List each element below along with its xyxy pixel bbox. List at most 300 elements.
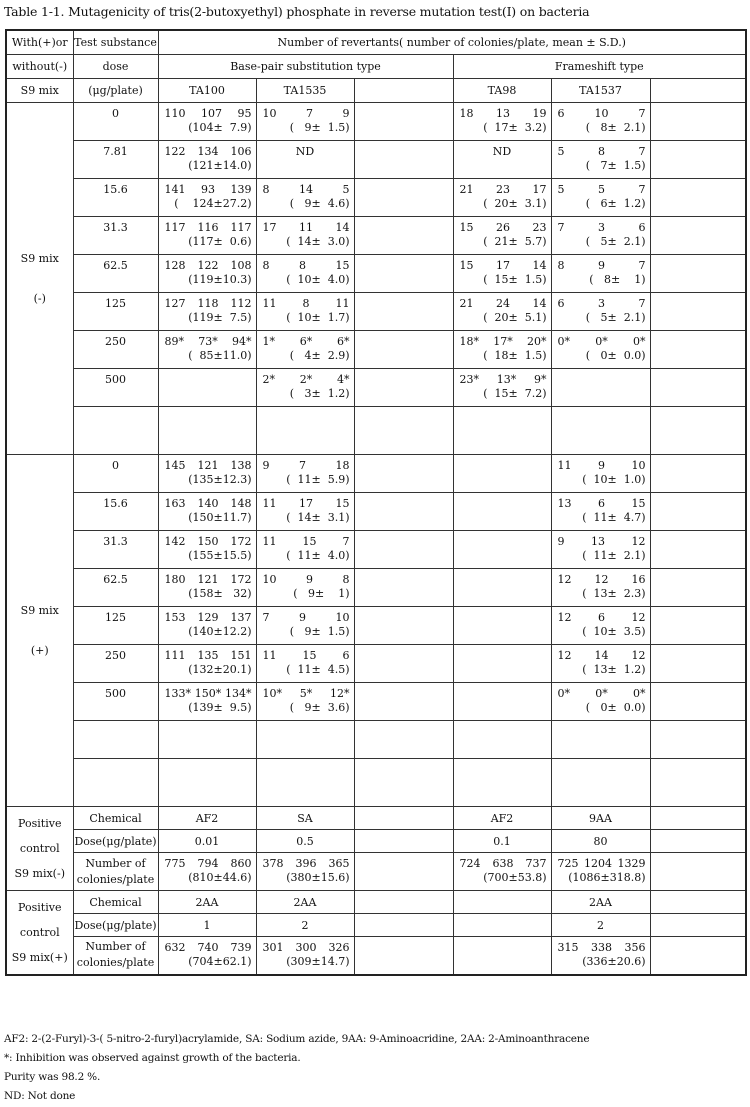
dose-row [6, 455, 746, 493]
positive-control-colonies-row [6, 937, 746, 975]
result-cell [158, 331, 256, 369]
result-cell [650, 407, 746, 455]
not-done-label: ND [492, 145, 512, 158]
plate-count-triplet [558, 183, 646, 197]
plate-count: 134 [197, 145, 219, 158]
plate-counts [454, 297, 551, 325]
mean-sd: ( 10± 3.5) [582, 625, 646, 638]
plate-count: 378 [262, 857, 284, 870]
plate-count: 94* [232, 335, 252, 348]
plate-count-triplet [558, 573, 646, 587]
result-cell [650, 455, 746, 493]
plate-count: 108 [230, 259, 252, 272]
result-cell [453, 141, 551, 179]
plate-count: 11 [262, 497, 277, 510]
plate-count-triplet [263, 857, 350, 871]
pc-label-line: S9 mix(-) [14, 867, 65, 880]
plate-count-triplet [165, 573, 252, 587]
s9-label-line: (-) [33, 291, 46, 305]
plate-count: 13* [496, 373, 517, 386]
plate-counts [552, 183, 650, 211]
result-cell [354, 455, 453, 493]
plate-count-triplet [558, 649, 646, 663]
dose-label: Dose(μg/plate) [73, 914, 158, 937]
plate-count-triplet [263, 459, 350, 473]
mean-sd: (155±15.5) [188, 549, 252, 562]
plate-counts [552, 459, 650, 487]
s9-condition-text [7, 591, 73, 671]
plate-count: 8 [302, 297, 310, 310]
plate-count: 172 [230, 573, 252, 586]
plate-count: 10 [262, 107, 277, 120]
result-cell [650, 141, 746, 179]
pc-dose-cell: 2 [551, 914, 650, 937]
plate-count-triplet [558, 335, 646, 349]
result-cell [256, 455, 354, 493]
header-dose-label: Test substance [73, 30, 158, 55]
plate-count-triplet [165, 107, 252, 121]
colonies-label-text [74, 939, 158, 971]
chemical-cell [354, 891, 453, 914]
mean-sd: ( 9± 4.6) [289, 197, 350, 210]
plate-count: 1329 [617, 857, 646, 870]
footnote-purity: Purity was 98.2 %. [4, 1071, 101, 1083]
strain-header [354, 79, 453, 103]
dose-cell: 125 [73, 293, 158, 331]
mean-sd: ( 11± 5.9) [286, 473, 350, 486]
header-revertants: Number of revertants( number of colonies/plate, mean ± S.D.) [158, 30, 746, 55]
result-cell [650, 937, 746, 975]
result-cell [256, 103, 354, 141]
dose-cell: 62.5 [73, 255, 158, 293]
plate-count: 632 [164, 941, 186, 954]
mean-sd: ( 11± 2.1) [582, 549, 646, 562]
mean-sd: (140±12.2) [188, 625, 252, 638]
mean-sd: (132±20.1) [188, 663, 252, 676]
plate-count-triplet [263, 183, 350, 197]
plate-counts [257, 687, 354, 715]
plate-count: 135 [197, 649, 219, 662]
plate-count-triplet [165, 259, 252, 273]
plate-count: 7 [638, 183, 646, 196]
mean-sd: (135±12.3) [188, 473, 252, 486]
plate-count: 15 [459, 221, 474, 234]
result-cell [256, 141, 354, 179]
dose-cell: 62.5 [73, 569, 158, 607]
mean-sd: ( 3± 1.2) [289, 387, 350, 400]
plate-count: 10 [335, 611, 350, 624]
plate-count: 739 [230, 941, 252, 954]
result-cell [453, 607, 551, 645]
s9-label-line: (+) [30, 643, 49, 657]
plate-count-triplet [165, 649, 252, 663]
plate-count: 89* [164, 335, 184, 348]
chemical-cell [650, 891, 746, 914]
plate-count: 145 [164, 459, 186, 472]
mean-sd: ( 15± 7.2) [483, 387, 547, 400]
plate-count: 140 [197, 497, 219, 510]
plate-count: 7 [638, 259, 646, 272]
plate-count-triplet [165, 145, 252, 159]
colonies-label-line: Number of [85, 940, 146, 954]
plate-count: 21 [459, 183, 474, 196]
result-cell [256, 853, 354, 891]
result-cell [453, 759, 551, 807]
result-cell [650, 331, 746, 369]
plate-count: 1* [262, 335, 275, 348]
result-cell [551, 103, 650, 141]
plate-count: 0* [557, 335, 570, 348]
mean-sd: ( 7± 1.5) [585, 159, 646, 172]
mean-sd: ( 14± 3.0) [286, 235, 350, 248]
plate-count-triplet [558, 857, 646, 871]
dose-cell: 15.6 [73, 179, 158, 217]
plate-count-triplet [263, 573, 350, 587]
plate-counts [159, 941, 256, 969]
plate-count-triplet [263, 941, 350, 955]
plate-count: 7 [299, 459, 306, 472]
plate-count: 117 [230, 221, 252, 234]
plate-counts [257, 373, 354, 401]
result-cell [158, 455, 256, 493]
dose-cell: 125 [73, 607, 158, 645]
pc-dose-cell [453, 914, 551, 937]
result-cell [551, 531, 650, 569]
plate-count: 0* [595, 687, 608, 700]
mean-sd: ( 4± 2.9) [289, 349, 350, 362]
result-cell [256, 179, 354, 217]
plate-count: 860 [230, 857, 252, 870]
mean-sd: ( 124±27.2) [174, 197, 252, 210]
plate-counts [552, 857, 650, 885]
plate-count-triplet [263, 259, 350, 273]
colonies-label [73, 853, 158, 891]
plate-count: 150 [197, 535, 219, 548]
dose-row [6, 369, 746, 407]
s9-condition-label [6, 455, 73, 807]
plate-count: 8 [299, 259, 306, 272]
dose-row [6, 217, 746, 255]
colonies-label-line: colonies/plate [76, 956, 155, 970]
plate-count: 7 [342, 535, 350, 548]
header-dose-label: (μg/plate) [73, 79, 158, 103]
result-cell [256, 369, 354, 407]
result-cell [158, 103, 256, 141]
positive-control-colonies-row [6, 853, 746, 891]
footnote-abbreviations: AF2: 2-(2-Furyl)-3-( 5-nitro-2-furyl)acrylamide, SA: Sodium azide, 9AA: 9-Aminoacridine, 2AA: 2-Aminoanthracene [4, 1033, 590, 1045]
result-cell [453, 179, 551, 217]
plate-count: 6 [638, 221, 646, 234]
plate-count: 9 [262, 459, 270, 472]
result-cell [256, 683, 354, 721]
result-cell [551, 569, 650, 607]
dose-row [6, 493, 746, 531]
result-cell [256, 255, 354, 293]
plate-counts [552, 145, 650, 173]
plate-count: 133* [164, 687, 191, 700]
mean-sd: ( 9± 3.6) [289, 701, 350, 714]
plate-count: 150* [194, 687, 222, 700]
plate-count: 139 [230, 183, 252, 196]
mean-sd: ( 11± 4.5) [286, 663, 350, 676]
plate-count: 112 [230, 297, 252, 310]
plate-count: 10 [594, 107, 609, 120]
mean-sd: (810±44.6) [188, 871, 252, 884]
result-cell [551, 853, 650, 891]
result-cell [354, 853, 453, 891]
plate-counts [454, 259, 551, 287]
dose-row [6, 179, 746, 217]
result-cell [354, 407, 453, 455]
plate-counts [257, 221, 354, 249]
plate-count: 14 [532, 297, 547, 310]
plate-count-triplet [460, 297, 547, 311]
plate-count: 110 [164, 107, 186, 120]
plate-count: 16 [631, 573, 646, 586]
result-cell [551, 369, 650, 407]
plate-count: 141 [164, 183, 186, 196]
positive-control-label [6, 891, 73, 975]
plate-count: 15 [302, 649, 317, 662]
result-cell [650, 369, 746, 407]
mean-sd: (380±15.6) [286, 871, 350, 884]
plate-count: 737 [525, 857, 547, 870]
plate-counts [257, 497, 354, 525]
colonies-label-line: colonies/plate [76, 872, 155, 886]
plate-count-triplet [460, 183, 547, 197]
pc-label-line: Positive [18, 900, 62, 914]
plate-count: 116 [197, 221, 219, 234]
plate-count: 356 [624, 941, 646, 954]
header-row-2 [6, 55, 746, 79]
result-cell [551, 759, 650, 807]
plate-count: 17 [496, 259, 510, 272]
result-cell [453, 293, 551, 331]
plate-count: 5 [342, 183, 350, 196]
plate-count: 21 [459, 297, 474, 310]
dose-cell: 250 [73, 331, 158, 369]
plate-count: 17 [262, 221, 277, 234]
mean-sd: ( 11± 4.0) [286, 549, 350, 562]
plate-count: 17* [493, 335, 513, 348]
plate-count-triplet [165, 857, 252, 871]
result-cell [354, 937, 453, 975]
result-cell [256, 937, 354, 975]
chemical-cell [354, 807, 453, 830]
header-base-pair: Base-pair substitution type [158, 55, 453, 79]
plate-count: 12 [631, 535, 646, 548]
dose-cell: 7.81 [73, 141, 158, 179]
dose-cell: 500 [73, 369, 158, 407]
mean-sd: ( 6± 1.2) [585, 197, 646, 210]
plate-count: 5 [557, 145, 565, 158]
result-cell [650, 179, 746, 217]
mean-sd: (150±11.7) [188, 511, 252, 524]
plate-count: 9 [557, 535, 565, 548]
plate-count: 19 [532, 107, 547, 120]
dose-row [6, 645, 746, 683]
result-cell [551, 255, 650, 293]
result-cell [158, 853, 256, 891]
plate-count: 6* [299, 335, 313, 348]
plate-count: 725 [557, 857, 579, 870]
plate-count: 638 [492, 857, 514, 870]
plate-count: 118 [197, 297, 219, 310]
plate-count: 14 [299, 183, 313, 196]
plate-count: 10 [262, 573, 277, 586]
result-cell [453, 531, 551, 569]
strain-header: TA100 [158, 79, 256, 103]
result-cell [354, 255, 453, 293]
chemical-cell: 9AA [551, 807, 650, 830]
plate-count-triplet [165, 535, 252, 549]
plate-counts [454, 373, 551, 401]
plate-count-triplet [165, 687, 252, 701]
dose-cell: 31.3 [73, 217, 158, 255]
mean-sd: ( 9± 1) [293, 587, 350, 600]
mean-sd: (158± 32) [188, 587, 252, 600]
plate-count: 338 [591, 941, 612, 954]
positive-control-label [6, 807, 73, 891]
result-cell [551, 937, 650, 975]
result-cell [453, 853, 551, 891]
plate-counts [257, 535, 354, 563]
result-cell [453, 407, 551, 455]
plate-count: 0* [595, 335, 608, 348]
strain-header: TA1535 [256, 79, 354, 103]
plate-count: 7 [306, 107, 313, 120]
result-cell [551, 331, 650, 369]
plate-count-triplet [558, 145, 646, 159]
plate-counts [552, 335, 650, 363]
plate-count: 12 [557, 649, 572, 662]
result-cell [256, 607, 354, 645]
plate-count: 138 [230, 459, 252, 472]
plate-count: 15 [335, 259, 350, 272]
plate-counts [159, 459, 256, 487]
plate-count: 13 [591, 535, 605, 548]
plate-counts [159, 297, 256, 325]
plate-count-triplet [263, 297, 350, 311]
plate-count-triplet [558, 297, 646, 311]
result-cell [158, 255, 256, 293]
mean-sd: ( 5± 2.1) [585, 235, 646, 248]
mean-sd: (336±20.6) [582, 955, 646, 968]
plate-counts [257, 297, 354, 325]
plate-count: 6 [557, 107, 565, 120]
plate-count: 7 [638, 107, 646, 120]
plate-counts [159, 573, 256, 601]
mean-sd: (139± 9.5) [188, 701, 252, 714]
header-row-3 [6, 79, 746, 103]
dose-cell [73, 721, 158, 759]
result-cell [354, 569, 453, 607]
dose-row [6, 683, 746, 721]
plate-count: 14 [335, 221, 350, 234]
dose-row [6, 407, 746, 455]
result-cell [354, 369, 453, 407]
dose-row [6, 141, 746, 179]
plate-count: 129 [197, 611, 219, 624]
result-cell [158, 293, 256, 331]
mean-sd: ( 11± 4.7) [582, 511, 646, 524]
plate-counts [552, 107, 650, 135]
plate-count-triplet [558, 259, 646, 273]
plate-counts [552, 573, 650, 601]
plate-counts [552, 297, 650, 325]
plate-count-triplet [165, 335, 252, 349]
header-frameshift: Frameshift type [453, 55, 746, 79]
plate-count: 128 [164, 259, 186, 272]
plate-count: 13 [496, 107, 510, 120]
result-cell [453, 331, 551, 369]
mean-sd: ( 8± 2.1) [585, 121, 646, 134]
plate-counts [257, 941, 354, 969]
chemical-cell: SA [256, 807, 354, 830]
positive-control-dose-row [6, 830, 746, 853]
header-dose-label: dose [73, 55, 158, 79]
plate-counts [257, 459, 354, 487]
plate-count-triplet [165, 221, 252, 235]
plate-counts [454, 857, 551, 885]
dose-row [6, 721, 746, 759]
plate-count-triplet [263, 373, 350, 387]
plate-count: 122 [197, 259, 219, 272]
plate-count: 300 [295, 941, 317, 954]
pc-label-line: control [19, 925, 60, 939]
plate-count: 122 [164, 145, 186, 158]
result-cell [158, 721, 256, 759]
plate-count: 6 [557, 297, 565, 310]
plate-count: 7 [638, 145, 646, 158]
plate-counts [552, 941, 650, 969]
plate-counts [159, 183, 256, 211]
dose-row [6, 293, 746, 331]
result-cell [650, 721, 746, 759]
header-s9-label: S9 mix [6, 79, 73, 103]
positive-control-dose-row [6, 914, 746, 937]
result-cell [551, 179, 650, 217]
plate-count-triplet [165, 297, 252, 311]
plate-count: 10* [262, 687, 282, 700]
plate-count: 14 [532, 259, 547, 272]
result-cell [158, 217, 256, 255]
plate-count: 7 [557, 221, 565, 234]
pc-dose-cell [650, 914, 746, 937]
s9-condition-label [6, 103, 73, 455]
result-cell [650, 683, 746, 721]
s9-condition-text [7, 239, 73, 319]
mean-sd: ( 0± 0.0) [585, 701, 646, 714]
plate-count: 5 [598, 183, 605, 196]
plate-counts [257, 611, 354, 639]
plate-count-triplet [558, 221, 646, 235]
result-cell [158, 369, 256, 407]
plate-count: 2* [262, 373, 275, 386]
plate-count: 107 [201, 107, 222, 120]
mean-sd: ( 17± 3.2) [483, 121, 547, 134]
plate-count: 15 [459, 259, 474, 272]
result-cell [354, 293, 453, 331]
plate-count-triplet [263, 221, 350, 235]
result-cell [158, 683, 256, 721]
mean-sd: (1086±318.8) [568, 871, 646, 884]
header-s9-label: without(-) [6, 55, 73, 79]
result-cell [453, 255, 551, 293]
pc-dose-cell: 80 [551, 830, 650, 853]
result-cell [158, 607, 256, 645]
mean-sd: ( 13± 2.3) [582, 587, 646, 600]
